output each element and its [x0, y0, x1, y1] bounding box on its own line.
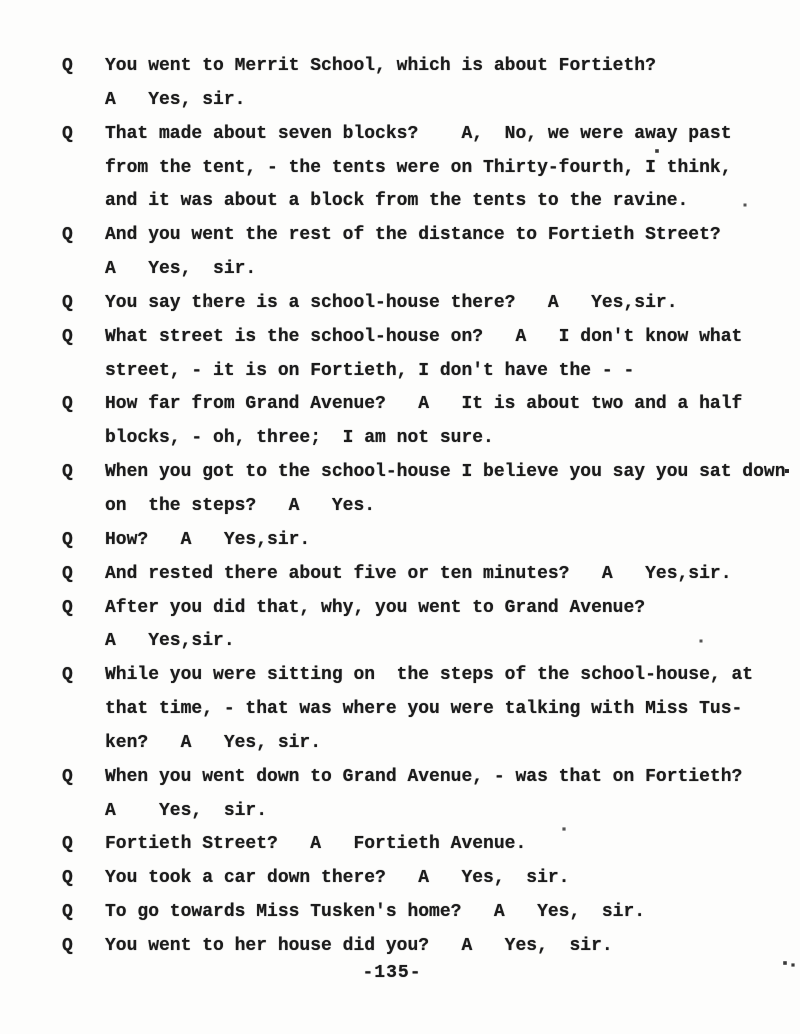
- qa-line: [62, 355, 800, 389]
- scan-noise-specks: [0, 0, 2, 2]
- qa-line: [62, 795, 800, 829]
- transcript-body: [62, 50, 800, 964]
- qa-line: [62, 659, 800, 693]
- qa-line: [62, 727, 800, 761]
- qa-marker: Q: [62, 902, 73, 923]
- qa-line-text: You went to Merrit School, which is about Fortieth?: [105, 56, 656, 76]
- qa-marker: [62, 185, 105, 219]
- qa-line: [62, 422, 800, 456]
- qa-line-text: And you went the rest of the distance to Fortieth Street?: [105, 225, 721, 246]
- qa-marker: [62, 727, 105, 761]
- qa-line-text: That made about seven blocks? A, No, we were away past: [105, 123, 732, 144]
- qa-line: [62, 84, 800, 118]
- qa-line: [62, 524, 800, 558]
- qa-line: [62, 862, 800, 896]
- qa-marker: [62, 84, 105, 118]
- qa-marker: Q: [62, 597, 73, 618]
- qa-line-text: from the tent, - the tents were on Thirty-fourth, I think,: [105, 157, 732, 178]
- qa-marker: [62, 625, 105, 659]
- qa-line: [62, 930, 800, 964]
- qa-line: [62, 828, 800, 862]
- qa-line: [62, 558, 800, 592]
- qa-marker: [62, 795, 105, 829]
- qa-marker: Q: [62, 563, 73, 584]
- qa-line-text: And rested there about five or ten minutes? A Yes,sir.: [105, 563, 732, 584]
- qa-line: [62, 625, 800, 659]
- qa-line-text: You took a car down there? A Yes, sir.: [105, 868, 570, 889]
- qa-line-text: What street is the school-house on? A I don't know what: [105, 326, 743, 347]
- qa-marker: [62, 355, 105, 389]
- qa-line-text: A Yes, sir.: [105, 800, 268, 821]
- qa-line-text: You say there is a school-house there? A Yes,sir.: [105, 292, 678, 313]
- qa-marker: [62, 693, 105, 727]
- qa-line: [62, 592, 800, 626]
- qa-marker: [62, 152, 105, 186]
- qa-line-text: A Yes, sir.: [105, 259, 257, 280]
- qa-line-text: After you did that, why, you went to Grand Avenue?: [105, 597, 646, 618]
- qa-line: [62, 185, 800, 219]
- qa-line: [62, 490, 800, 524]
- qa-marker: Q: [62, 834, 73, 855]
- qa-marker: Q: [62, 225, 73, 246]
- qa-line: [62, 693, 800, 727]
- qa-line-text: ken? A Yes, sir.: [105, 732, 322, 753]
- qa-line: [62, 253, 800, 287]
- qa-line: [62, 219, 800, 253]
- qa-marker: Q: [62, 326, 73, 347]
- qa-line-text: How? A Yes,sir.: [105, 529, 311, 550]
- qa-marker: Q: [62, 868, 73, 889]
- qa-line-text: Fortieth Street? A Fortieth Avenue.: [105, 834, 527, 855]
- qa-line-text: To go towards Miss Tusken's home? A Yes, sir.: [105, 902, 646, 923]
- qa-marker: Q: [62, 394, 73, 415]
- qa-line-text: blocks, - oh, three; I am not sure.: [105, 428, 494, 449]
- qa-line-text: When you got to the school-house I believe you say you sat down: [105, 462, 786, 483]
- qa-line-text: How far from Grand Avenue? A It is about two and a half: [105, 394, 743, 415]
- qa-line: [62, 152, 800, 186]
- qa-marker: [62, 422, 105, 456]
- qa-line-text: While you were sitting on the steps of the school-house, at: [105, 665, 754, 686]
- qa-line: [62, 287, 800, 321]
- qa-marker: Q: [62, 123, 73, 144]
- qa-line-text: on the steps? A Yes.: [105, 495, 376, 516]
- qa-line-text: street, - it is on Fortieth, I don't have the - -: [105, 360, 635, 381]
- qa-line: [62, 388, 800, 422]
- qa-marker: Q: [62, 935, 73, 956]
- qa-marker: Q: [62, 292, 73, 313]
- qa-line-text: that time, - that was where you were talking with Miss Tus-: [105, 699, 743, 720]
- qa-line: [62, 456, 800, 490]
- qa-line-text: A Yes, sir.: [105, 89, 246, 110]
- qa-line-text: A Yes,sir.: [105, 631, 235, 652]
- qa-marker: [62, 253, 105, 287]
- qa-marker: Q: [62, 462, 73, 483]
- qa-marker: Q: [62, 665, 73, 686]
- page-number: -135-: [362, 963, 422, 983]
- qa-line: [62, 118, 800, 152]
- qa-marker: Q: [62, 529, 73, 550]
- qa-marker: Q: [62, 56, 73, 76]
- qa-marker: [62, 490, 105, 524]
- qa-line-text: You went to her house did you? A Yes, sir.: [105, 935, 613, 956]
- qa-marker: Q: [62, 766, 73, 787]
- qa-line-text: When you went down to Grand Avenue, - was that on Fortieth?: [105, 766, 743, 787]
- qa-line: [62, 50, 800, 84]
- qa-line: [62, 321, 800, 355]
- qa-line-text: and it was about a block from the tents to the ravine.: [105, 191, 689, 212]
- qa-line: [62, 761, 800, 795]
- qa-line: [62, 896, 800, 930]
